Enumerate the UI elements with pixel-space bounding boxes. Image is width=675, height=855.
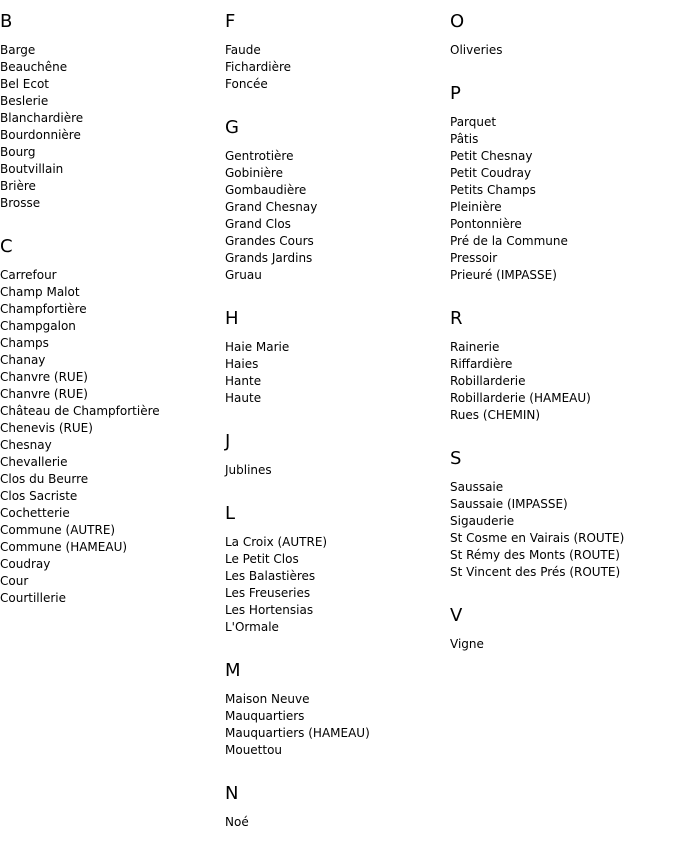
letter-group bbox=[225, 503, 370, 636]
letter-heading: R bbox=[450, 308, 463, 329]
letter-group bbox=[450, 448, 624, 581]
place-name-list bbox=[225, 339, 370, 407]
place-name-item: Commune (HAMEAU) bbox=[0, 540, 128, 554]
place-name-item: Saussaie (IMPASSE) bbox=[450, 497, 568, 511]
place-name-item: Chevallerie bbox=[0, 455, 68, 469]
letter-heading: J bbox=[225, 431, 231, 452]
place-name-item: Oliveries bbox=[450, 43, 503, 57]
place-name-item: Haie Marie bbox=[225, 340, 290, 354]
place-name-item: Rues (CHEMIN) bbox=[450, 408, 541, 422]
place-name-list bbox=[225, 148, 370, 284]
place-name-list bbox=[450, 479, 624, 581]
place-name-item: Champ Malot bbox=[0, 285, 80, 299]
place-name-item: Barge bbox=[0, 43, 36, 57]
place-name-item: Beauchêne bbox=[0, 60, 68, 74]
place-name-list bbox=[225, 534, 370, 636]
place-name-item: Haies bbox=[225, 357, 259, 371]
index-column-2 bbox=[225, 11, 370, 855]
place-name-item: Chenevis (RUE) bbox=[0, 421, 93, 435]
letter-group bbox=[0, 11, 160, 212]
place-name-item: Prieuré (IMPASSE) bbox=[450, 268, 557, 282]
place-name-list bbox=[225, 462, 370, 479]
place-name-item: Maison Neuve bbox=[225, 692, 310, 706]
letter-group bbox=[225, 308, 370, 407]
letter-heading: L bbox=[225, 503, 236, 524]
place-name-item: Pâtis bbox=[450, 132, 479, 146]
place-name-item: Champgalon bbox=[0, 319, 76, 333]
place-name-item: Vigne bbox=[450, 637, 484, 651]
place-name-item: Mauquartiers bbox=[225, 709, 305, 723]
place-name-item: Les Balastières bbox=[225, 569, 316, 583]
place-name-item: Les Hortensias bbox=[225, 603, 314, 617]
place-name-item: Pleinière bbox=[450, 200, 502, 214]
place-name-item: Cour bbox=[0, 574, 29, 588]
letter-heading: O bbox=[450, 11, 465, 32]
place-name-item: Petit Chesnay bbox=[450, 149, 533, 163]
place-name-item: Rainerie bbox=[450, 340, 500, 354]
place-name-item: Château de Champfortière bbox=[0, 404, 160, 418]
place-name-item: Beslerie bbox=[0, 94, 49, 108]
place-name-item: Jublines bbox=[225, 463, 272, 477]
place-name-item: Grand Chesnay bbox=[225, 200, 318, 214]
letter-heading: B bbox=[0, 11, 13, 32]
place-name-item: Grand Clos bbox=[225, 217, 291, 231]
place-name-item: Gombaudière bbox=[225, 183, 307, 197]
place-name-item: Chanvre (RUE) bbox=[0, 387, 88, 401]
place-name-item: St Cosme en Vairais (ROUTE) bbox=[450, 531, 625, 545]
letter-group bbox=[225, 11, 370, 93]
place-name-list bbox=[0, 267, 160, 607]
letter-heading: S bbox=[450, 448, 462, 469]
letter-heading: H bbox=[225, 308, 239, 329]
place-name-item: Hante bbox=[225, 374, 262, 388]
place-name-item: Champs bbox=[0, 336, 49, 350]
place-name-item: Pontonnière bbox=[450, 217, 522, 231]
place-name-list bbox=[225, 691, 370, 759]
place-name-item: Noé bbox=[225, 815, 249, 829]
place-name-item: Foncée bbox=[225, 77, 268, 91]
place-name-item: Saussaie bbox=[450, 480, 504, 494]
letter-heading: C bbox=[0, 236, 13, 257]
place-name-item: Chanvre (RUE) bbox=[0, 370, 88, 384]
letter-group bbox=[225, 783, 370, 831]
place-name-item: Coudray bbox=[0, 557, 51, 571]
place-name-item: Brière bbox=[0, 179, 36, 193]
letter-group bbox=[450, 11, 624, 59]
place-name-list bbox=[450, 42, 624, 59]
place-name-item: Pressoir bbox=[450, 251, 498, 265]
place-name-list bbox=[0, 42, 160, 212]
place-name-item: Carrefour bbox=[0, 268, 57, 282]
place-name-item: Haute bbox=[225, 391, 262, 405]
place-name-item: Robillarderie bbox=[450, 374, 526, 388]
place-name-item: Bourg bbox=[0, 145, 36, 159]
place-name-item: Fichardière bbox=[225, 60, 292, 74]
place-name-item: Gobinière bbox=[225, 166, 283, 180]
place-name-item: Chesnay bbox=[0, 438, 52, 452]
letter-group bbox=[450, 308, 624, 424]
place-name-item: Parquet bbox=[450, 115, 497, 129]
letter-group bbox=[450, 83, 624, 284]
place-name-item: L'Ormale bbox=[225, 620, 279, 634]
place-name-item: Les Freuseries bbox=[225, 586, 311, 600]
place-name-item: Robillarderie (HAMEAU) bbox=[450, 391, 591, 405]
place-name-item: Bel Ecot bbox=[0, 77, 49, 91]
place-name-list bbox=[450, 636, 624, 653]
letter-heading: F bbox=[225, 11, 236, 32]
letter-heading: G bbox=[225, 117, 239, 138]
letter-heading: N bbox=[225, 783, 239, 804]
place-name-item: Blanchardière bbox=[0, 111, 84, 125]
letter-group bbox=[225, 660, 370, 759]
place-name-item: Gentrotière bbox=[225, 149, 294, 163]
place-name-list bbox=[225, 42, 370, 93]
place-name-item: Grands Jardins bbox=[225, 251, 313, 265]
place-name-item: Boutvillain bbox=[0, 162, 64, 176]
index-column-1 bbox=[0, 11, 160, 631]
place-name-list bbox=[225, 814, 370, 831]
place-name-item: Cochetterie bbox=[0, 506, 70, 520]
place-name-item: Champfortière bbox=[0, 302, 87, 316]
place-name-list bbox=[450, 339, 624, 424]
place-name-item: Petit Coudray bbox=[450, 166, 532, 180]
place-name-item: Mouettou bbox=[225, 743, 283, 757]
place-name-item: Sigauderie bbox=[450, 514, 515, 528]
index-column-3 bbox=[450, 11, 624, 677]
place-name-item: Gruau bbox=[225, 268, 262, 282]
place-name-item: Brosse bbox=[0, 196, 41, 210]
place-name-item: Le Petit Clos bbox=[225, 552, 299, 566]
place-name-item: Pré de la Commune bbox=[450, 234, 568, 248]
place-name-item: Faude bbox=[225, 43, 261, 57]
letter-group bbox=[0, 236, 160, 607]
letter-heading: V bbox=[450, 605, 463, 626]
place-name-item: St Vincent des Prés (ROUTE) bbox=[450, 565, 621, 579]
place-name-item: Chanay bbox=[0, 353, 46, 367]
place-name-item: Petits Champs bbox=[450, 183, 536, 197]
letter-heading: M bbox=[225, 660, 241, 681]
place-name-item: La Croix (AUTRE) bbox=[225, 535, 328, 549]
letter-group bbox=[225, 431, 370, 479]
place-name-list bbox=[450, 114, 624, 284]
place-name-item: Commune (AUTRE) bbox=[0, 523, 116, 537]
place-name-item: Courtillerie bbox=[0, 591, 66, 605]
place-name-item: St Rémy des Monts (ROUTE) bbox=[450, 548, 620, 562]
place-name-item: Clos du Beurre bbox=[0, 472, 89, 486]
place-name-item: Grandes Cours bbox=[225, 234, 314, 248]
letter-heading: P bbox=[450, 83, 461, 104]
letter-group bbox=[450, 605, 624, 653]
place-name-item: Bourdonnière bbox=[0, 128, 81, 142]
place-name-item: Clos Sacriste bbox=[0, 489, 78, 503]
place-name-item: Mauquartiers (HAMEAU) bbox=[225, 726, 370, 740]
place-name-item: Riffardière bbox=[450, 357, 513, 371]
letter-group bbox=[225, 117, 370, 284]
